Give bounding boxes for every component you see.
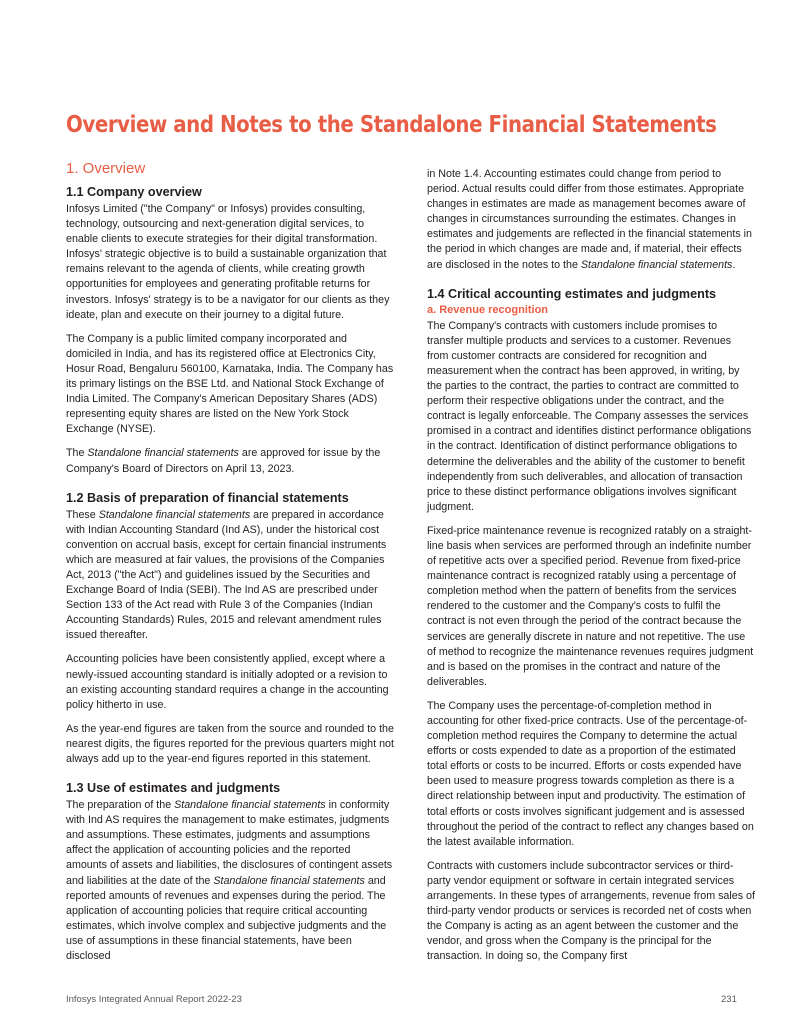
left-column bbox=[66, 160, 394, 973]
page-title: Overview and Notes to the Standalone Financial Statements bbox=[66, 112, 717, 138]
paragraph-company-overview-2: The Company is a public limited company incorporated and domiciled in India, and has its registered office at Electronics City, Hosur Road, Bengaluru 560100, Karnataka, India. The Company has its primary listings on the BSE Ltd. and National Stock Exchange of India Limited. The Company's American Depositary Shares (ADS) representing equity shares are listed on the New York Stock Exchange (NYSE). bbox=[66, 332, 394, 436]
paragraph-estimates-1: The preparation of the Standalone financial statements in conformity with Ind AS requires the management to make estimates, judgments and assumptions. These estimates, judgments and assumptions affect the application of accounting policies and the reported amounts of assets and liabilities, the disclosures of contingent assets and liabilities at the date of the Standalone financial statements and reported amounts of revenues and expenses during the period. The application of accounting policies that require critical accounting estimates, which involve complex and subjective judgments and the use of assumptions in these financial statements, have been disclosed bbox=[66, 799, 393, 963]
paragraph-company-overview-1: Infosys Limited ("the Company" or Infosys) provides consulting, technology, outsourcing and next-generation digital services, to enable clients to execute strategies for their digital transformation. Infosys' strategic objective is to build a sustainable organization that remains relevant to the agenda of clients, while creating growth opportunities for employees and generating profitable returns for investors. Infosys' strategy is to be a navigator for our clients as they ideate, plan and execute on their journey to a digital future. bbox=[66, 203, 390, 321]
heading-critical-estimates: 1.4 Critical accounting estimates and judgments bbox=[427, 286, 717, 301]
paragraph-basis-3: As the year-end figures are taken from the source and rounded to the nearest digits, the figures reported for the previous quarters might not always add up to the year-end figures reported in this statement. bbox=[66, 722, 394, 765]
paragraph-revenue-2: Fixed-price maintenance revenue is recognized ratably on a straight-line basis when services are performed through an indefinite number of repetitive acts over a specified period. Revenue from fixed-price maintenance contract is recognized ratably using a percentage of completion method when the pattern of benefits from the services rendered to the customer and the Company's costs to fulfil the contract is not even through the period of the contract because the services are generally discrete in nature and not repetitive. The use of method to recognize the maintenance revenues requires judgment and is based on the promises in the contract and nature of the deliverables. bbox=[427, 524, 754, 688]
paragraph-revenue-3: The Company uses the percentage-of-completion method in accounting for other fixed-price contracts. Use of the percentage-of-completion method requires the Company to determine the actual efforts or costs expended to date as a proportion of the estimated total efforts or costs to be incurred. Efforts or costs expended have been used to measure progress towards completion as there is a direct relationship between input and productivity. The estimation of total efforts or costs involves significant judgement and is assessed throughout the period of the contract to reflect any changes based on the latest available information. bbox=[427, 699, 754, 848]
page-number: 231 bbox=[721, 994, 737, 1005]
paragraph-basis-2: Accounting policies have been consistently applied, except where a newly-issued accounting standard is initially adopted or a revision to an existing accounting standard requires a change in the accounting policy hitherto in use. bbox=[66, 653, 389, 711]
section-heading-overview: 1. Overview bbox=[66, 160, 146, 177]
paragraph-revenue-1: The Company's contracts with customers include promises to transfer multiple products and services to a customer. Revenues from customer contracts are considered for recognition and measurement when the contract has been approved, in writing, by the parties to the contract, the parties to contract are committed to perform their respective obligations under the contract, and the contract is legally enforceable. The Company assesses the services promised in a contract and identifies distinct performance obligations in the contract. Identification of distinct performance obligations to determine the deliverables and the ability of the customer to benefit independently from such deliverables, and allocation of transaction price to these distinct performance obligations involves significant judgment. bbox=[427, 319, 752, 513]
subheading-revenue-recognition: a. Revenue recognition bbox=[427, 303, 549, 316]
paragraph-company-overview-3: The Standalone financial statements are approved for issue by the Company's Board of Directors on April 13, 2023. bbox=[66, 447, 381, 475]
heading-company-overview: 1.1 Company overview bbox=[66, 185, 202, 199]
paragraph-basis-1: These Standalone financial statements are prepared in accordance with Indian Accounting Standard (Ind AS), under the historical cost convention on accrual basis, except for certain financial instruments which are measured at fair values, the provisions of the Companies Act, 2013 ("the Act") and guidelines issued by the Securities and Exchange Board of India (SEBI). The Ind AS are prescribed under Section 133 of the Act read with Rule 3 of the Companies (Indian Accounting Standards) Rules, 2015 and relevant amendment rules issued thereafter. bbox=[66, 508, 387, 642]
footer-report-name: Infosys Integrated Annual Report 2022-23 bbox=[66, 994, 242, 1005]
heading-use-of-estimates: 1.3 Use of estimates and judgments bbox=[66, 781, 281, 796]
paragraph-estimates-continued: in Note 1.4. Accounting estimates could change from period to period. Actual results could differ from those estimates. Appropriate changes in estimates are made as management becomes aware of changes in circumstances surrounding the estimates. Changes in estimates and judgements are reflected in the financial statements in the period in which changes are made and, if material, their effects are disclosed in the notes to the Standalone financial statements. bbox=[427, 168, 752, 271]
paragraph-revenue-4: Contracts with customers include subcontractor services or third-party vendor equipment or software in certain integrated services arrangements. In these types of arrangements, revenue from sales of third-party vendor products or services is recorded net of costs when the Company is acting as an agent between the customer and the vendor, and gross when the Company is the principal for the transaction. In doing so, the Company first bbox=[427, 859, 755, 963]
heading-basis-of-preparation: 1.2 Basis of preparation of financial statements bbox=[66, 490, 349, 505]
right-column bbox=[427, 167, 755, 974]
